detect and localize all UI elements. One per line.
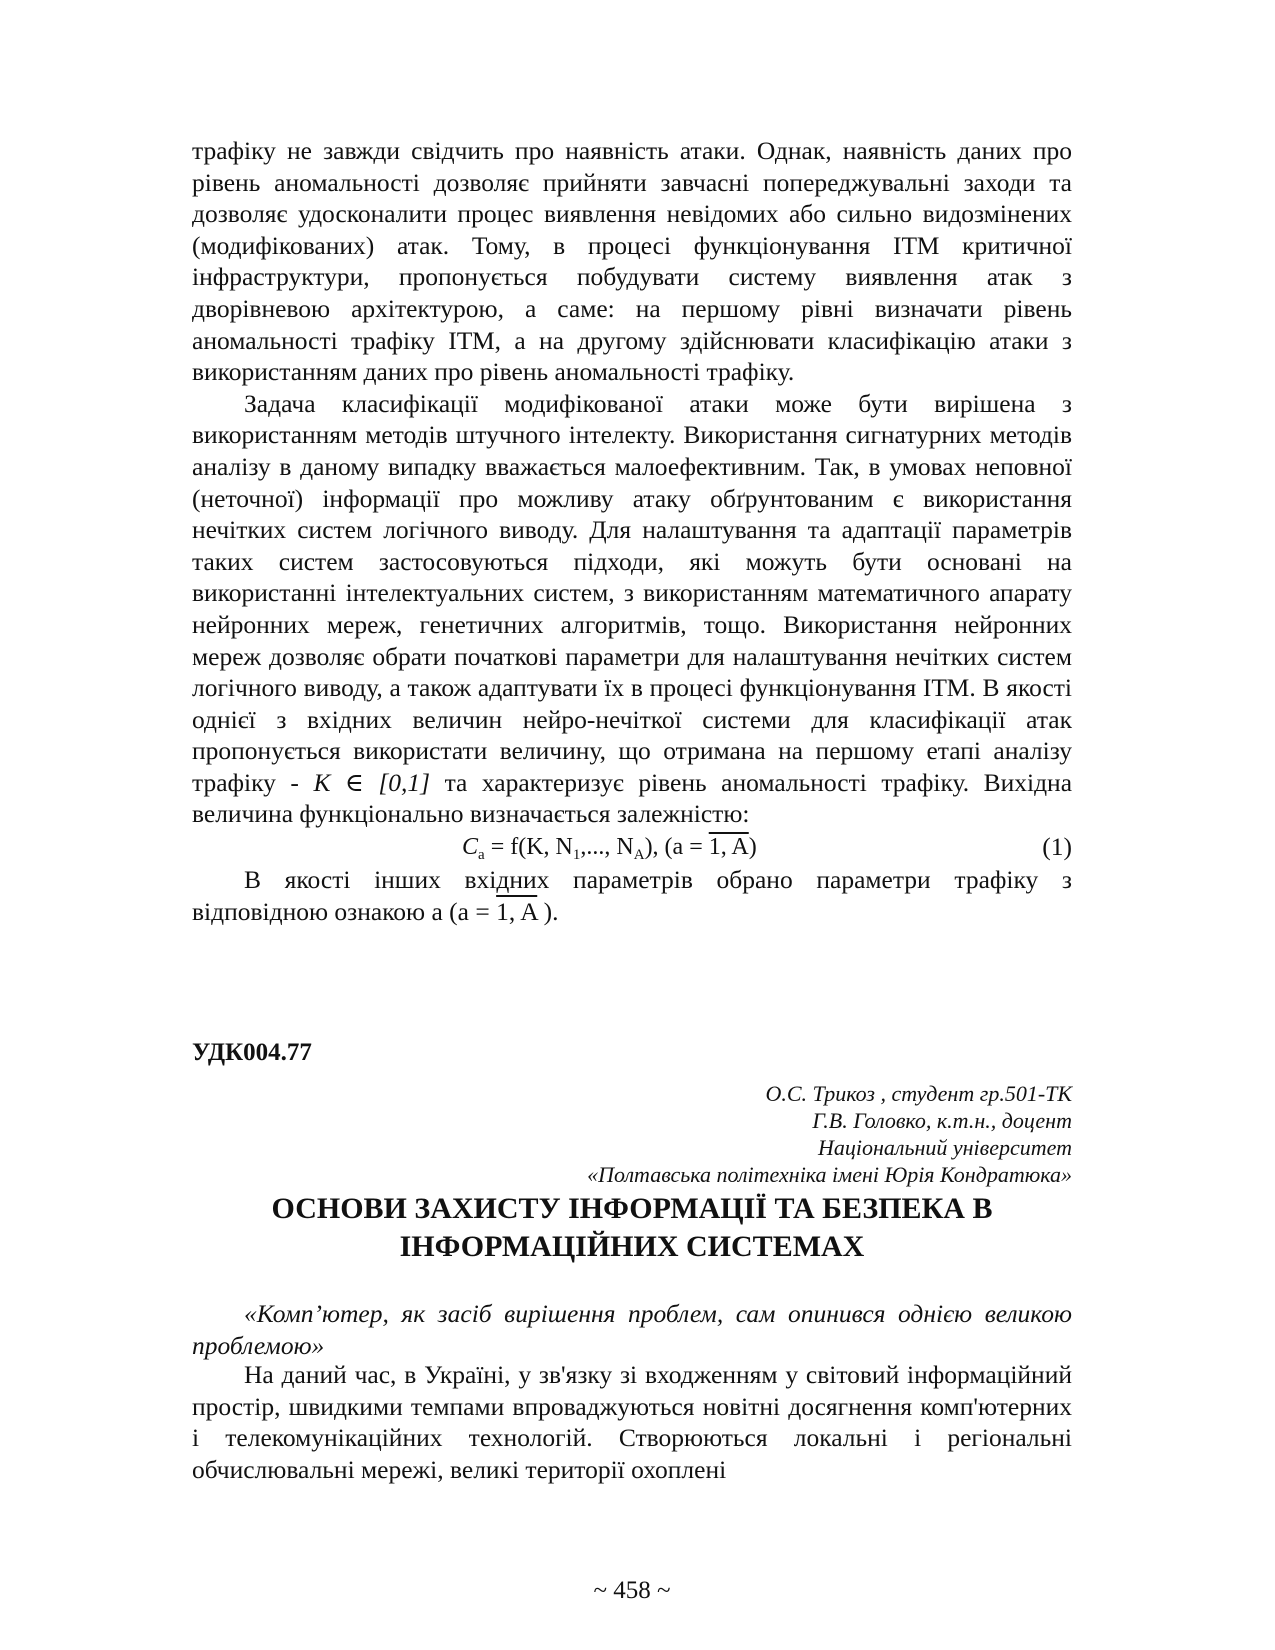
formula-row — [192, 830, 1072, 864]
formula-close: ), ( — [644, 834, 673, 861]
affiliation-line: «Полтавська політехніка імені Юрія Кондратюка» — [587, 1162, 1072, 1187]
author-line: Г.В. Головко, к.т.н., доцент — [812, 1108, 1072, 1133]
formula-na-sub: A — [633, 847, 645, 864]
paragraph-2 — [192, 388, 1072, 830]
article-title — [192, 1190, 1072, 1266]
paragraph-3-text-b: ). — [537, 896, 559, 926]
paragraph-3-range-overline: 1, A — [496, 896, 538, 926]
paragraph-1: трафіку не завжди свідчить про наявність атаки. Однак, наявність даних про рівень аномальності дозволяє прийняти завчасні попереджувальні заходи та дозволяє удосконалити процес виявлення невідомих або сильно видозмінених (модифікованих) атак. Тому, в процесі функціонування ІТМ критичної інфраструктури, пропонується побудувати систему виявлення атак з дворівневою архітектурою, а саме: на першому рівні визначати рівень аномальності трафіку ІТМ, а на другому здійснювати класифікацію атаки з використанням даних про рівень аномальності трафіку. — [192, 136, 1072, 387]
title-line-2: ІНФОРМАЦІЙНИХ СИСТЕМАХ — [399, 1230, 865, 1263]
paragraph-2-text-a: Задача класифікації модифікованої атаки може бути вирішена з використанням методів штучного інтелекту. Використання сигнатурних методів аналізу в даному випадку вважається малоефективним. Так, в умовах неповної (неточної) інформації про можливу атаку обґрунтованим є використання нечітких систем логічного виводу. Для налаштування та адаптації параметрів таких систем застосовуються підходи, які можуть бути основані на використанні інтелектуальних систем, з використанням математичного апарату нейронних мереж, генетичних алгоритмів, тощо. Використання нейронних мереж дозволяє обрати початкові параметри для налаштування нечітких систем логічного виводу, а також адаптувати їх в процесі функціонування ІТМ. В якості однієї з вхідних величин нейро-нечіткої системи для класифікації атак пропонується використати величину, що отримана на першому етапі аналізу трафіку - — [192, 388, 1072, 797]
paragraph-4: На даний час, в Україні, у зв'язку зі входженням у світовий інформаційний простір, швидкими темпами впроваджуються новітні досягнення комп'ютерних і телекомунікаційних технологій. Створюються локальні і регіональні обчислювальні мережі, великі території охоплені — [192, 1360, 1072, 1484]
page-content — [192, 135, 1073, 1604]
title-line-1: ОСНОВИ ЗАХИСТУ ІНФОРМАЦІЇ ТА БЕЗПЕКА В — [271, 1192, 993, 1225]
formula-1 — [462, 830, 757, 872]
formula-n1-sub: 1 — [572, 847, 581, 864]
formula-range-a: a = — [672, 834, 709, 861]
paragraph-3-text-a: В якості інших вхідних параметрів обрано параметри трафіку з відповідною ознакою a ( — [192, 865, 1072, 926]
author-block — [587, 1080, 1072, 1188]
formula-c-sub: a — [478, 847, 485, 864]
k-range-formula: K ∈ [0,1] — [313, 767, 431, 797]
equation-number: (1) — [1042, 832, 1072, 862]
page-number: ~ 458 ~ — [593, 1577, 671, 1604]
epigraph-text: «Комп’ютер, як засіб вирішення проблем, сам опинився однією великою проблемою» — [192, 1299, 1072, 1360]
formula-range-close: ) — [748, 834, 757, 861]
affiliation-line: Національний університет — [817, 1135, 1072, 1160]
udc-code: УДК004.77 — [192, 1039, 312, 1066]
author-line: О.С. Трикоз , студент гр.501-ТК — [765, 1081, 1072, 1106]
formula-eq: = f(K, N — [484, 834, 573, 861]
formula-c: C — [462, 834, 479, 861]
paragraph-2-text-b: та характеризує рівень аномальності трафіку. Вихідна величина функціонально визначається залежністю: — [192, 767, 1073, 829]
paragraph-3 — [192, 864, 1072, 927]
epigraph — [192, 1298, 1072, 1361]
article-body — [192, 1359, 1072, 1485]
paragraph-3-range-a: a = — [457, 896, 497, 926]
formula-range-overline: 1, A — [708, 834, 749, 861]
formula-mid: ,..., N — [580, 834, 634, 861]
